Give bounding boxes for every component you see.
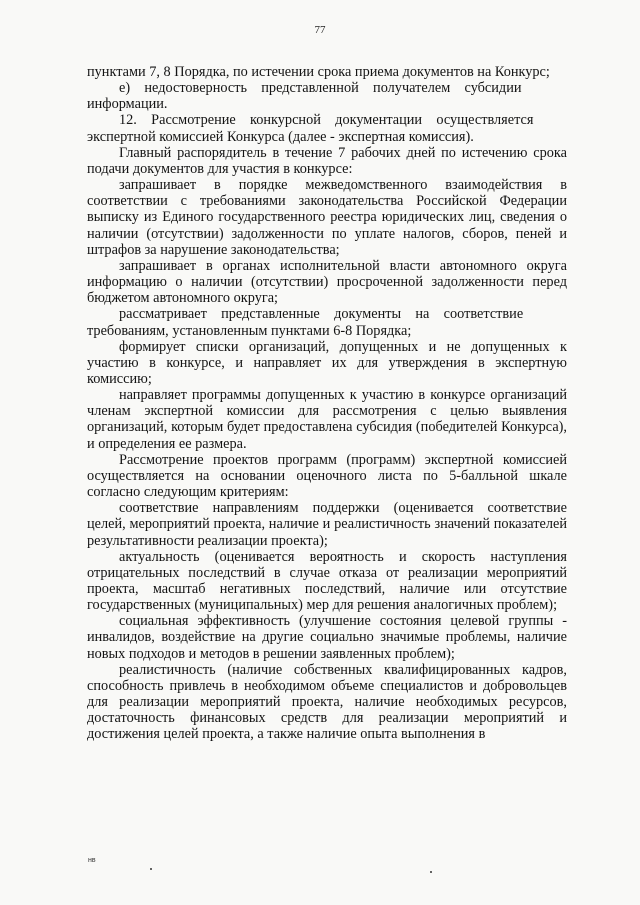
paragraph: Главный распорядитель в течение 7 рабочих дней по истечению срока подачи документов для участия в конкурсе: <box>87 144 567 177</box>
paragraph: Рассмотрение проектов программ (программ) экспертной комиссией осуществляется на основании оценочного листа по 5-балльной шкале согласно следующим критериям: <box>87 451 567 501</box>
paragraph: пунктами 7, 8 Порядка, по истечении срока приема документов на Конкурс; <box>87 64 550 80</box>
paragraph: рассматривает представленные документы на соответствие требованиям, установленным пунктами 6-8 Порядка; <box>87 306 524 339</box>
paragraph: формирует списки организаций, допущенных и не допущенных к участию в конкурсе, и направляет их для утверждения в экспертную комиссию; <box>87 338 567 387</box>
paragraph: соответствие направлениям поддержки (оценивается соответствие целей, мероприятий проекта, наличие и реалистичность значений показателей результативности реализации проекта); <box>87 500 567 549</box>
paragraph: запрашивает в органах исполнительной власти автономного округа информацию о наличии (отсутствии) просроченной задолженности перед бюджетом автономного округа; <box>87 257 567 307</box>
footer-mark: нв <box>88 857 96 864</box>
paragraph: актуальность (оценивается вероятность и скорость наступления отрицательных последствий в случае отказа от реализации мероприятий проекта, масштаб негативных последствий, наличие или отсутствие государственных (муниципальных) мер для решения аналогичных проблем); <box>87 548 567 614</box>
scan-speck <box>150 868 152 870</box>
paragraph: реалистичность (наличие собственных квалифицированных кадров, способность привлечь в необходимом объеме специалистов и добровольцев для реализации мероприятий проекта, наличие необходимых ресурсов, достаточность финансовых средств для реализации мероприятий и достижения целей проекта, а также наличие опыта выполнения в <box>87 661 567 743</box>
paragraph: запрашивает в порядке межведомственного взаимодействия в соответствии с требованиями законодательства Российской Федерации выписку из Единого государственного реестра юридических лиц, сведения о наличии (отсутствии) задолженности по уплате налогов, сборов, пеней и штрафов за нарушение законодательства; <box>87 177 567 258</box>
paragraph: 12. Рассмотрение конкурсной документации осуществляется экспертной комиссией Конкурса (далее - экспертная комиссия). <box>87 112 534 145</box>
document-body <box>87 64 567 743</box>
scan-speck <box>430 871 432 873</box>
page-number: 77 <box>314 24 326 36</box>
paragraph: социальная эффективность (улучшение состояния целевой группы - инвалидов, воздействие на другие социально значимые проблемы, наличие новых подходов и методов в решении заявленных проблем); <box>87 613 567 662</box>
paragraph: е) недостоверность представленной получателем субсидии информации. <box>87 80 522 113</box>
paragraph: направляет программы допущенных к участию в конкурсе организаций членам экспертной комиссии для рассмотрения с целью выявления организаций, которым будет предоставлена субсидия (победителей Конкурса), и определения ее размера. <box>87 387 567 452</box>
